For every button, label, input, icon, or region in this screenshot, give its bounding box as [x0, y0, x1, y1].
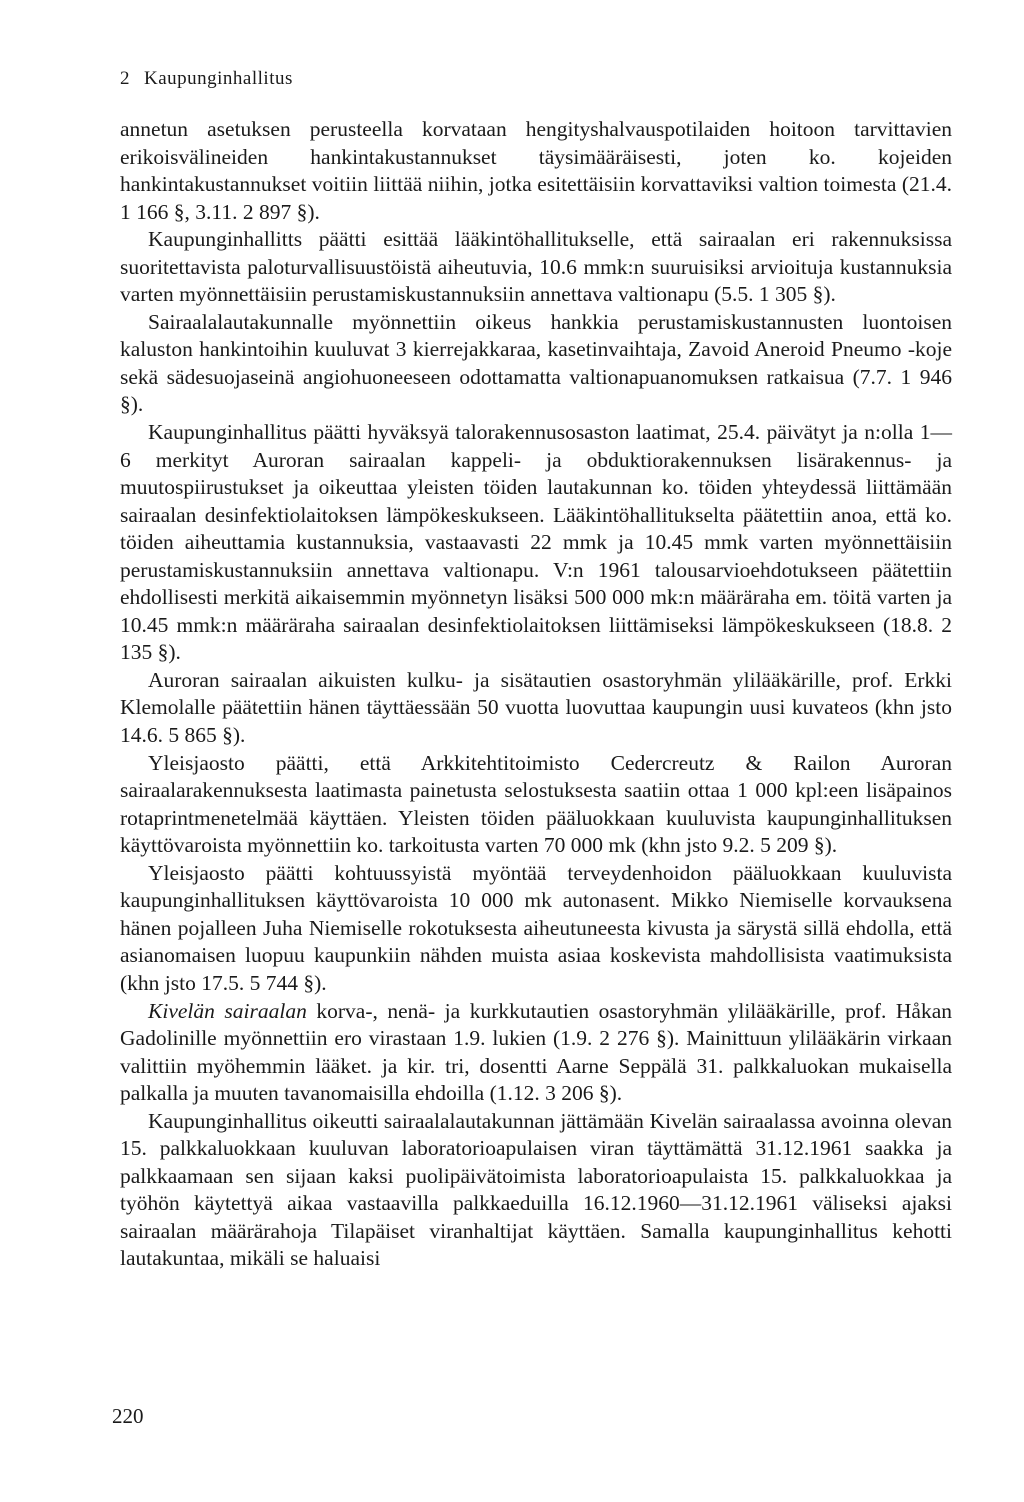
paragraph-klemola: Auroran sairaalan aikuisten kulku- ja sisätautien osastoryhmän ylilääkärille, prof. Erkki Klemolalle päätettiin hänen täyttäessään 50 vuotta luovuttaa kaupungin uusi kuvateos (khn jsto 14.6. 5 865 §). — [120, 667, 952, 748]
paragraph-text: korva-, nenä- ja kurkkutautien osastoryhmän ylilääkärille, prof. Håkan Gadolinille myönnettiin ero virastaan 1.9. lukien (1.9. 2 276 §). Mainittuun ylilääkärin virkaan valittiin myöhemmin lääket. ja kir. tri, dosentti Aarne Seppälä 31. palkkaluokan mukaisella palkalla ja muuten tavanomaisilla ehdoilla (1.12. 3 206 §). — [120, 998, 952, 1106]
paragraph-continuation: annetun asetuksen perusteella korvataan hengityshalvauspotilaiden hoitoon tarvittavien erikoisvälineiden hankintakustannukset täysimääräisesti, joten ko. kojeiden hankintakustannukset voitiin liittää niihin, jotka esitettäisiin korvattaviksi valtion toimesta (21.4. 1 166 §, 3.11. 2 897 §). — [120, 117, 952, 224]
running-head-title: Kaupunginhallitus — [144, 68, 293, 89]
italic-lead-text: Kivelän sairaalan — [148, 998, 307, 1023]
paragraph-equipment: Sairaalalautakunnalle myönnettiin oikeus hankkia perustamiskustannusten luontoisen kaluston hankintoihin kuuluvat 3 kierrejakkaraa, kasetinvaihtaja, Zavoid Aneroid Pneumo -koje sekä sädesuojaseinä angiohuoneeseen odottamatta valtionapuanomuksen ratkaisua (7.7. 1 946 §). — [120, 309, 952, 417]
folio-page-number: 220 — [112, 1404, 144, 1428]
paragraph-reprint: Yleisjaosto päätti, että Arkkitehtitoimisto Cedercreutz & Railon Auroran sairaalarakennuksesta laatimasta painetusta selostuksesta saatiin ottaa 1 000 kpl:een lisäpainos rotaprintmenetelmää käyttäen. Yleisten töiden pääluokkaan kuuluvista kaupunginhallituksen käyttövaroista myönnettiin ko. tarkoitusta varten 70 000 mk (khn jsto 9.2. 5 209 §). — [120, 750, 952, 858]
running-head-page-number: 2 — [120, 68, 130, 89]
body-text — [120, 116, 952, 1273]
running-head — [120, 68, 293, 90]
paragraph-laboratory: Kaupunginhallitus oikeutti sairaalalautakunnan jättämään Kivelän sairaalassa avoinna olevan 15. palkkaluokkaan kuuluvan laboratorioapulaisen viran täyttämättä 31.12.1961 saakka ja palkkaamaan sen sijaan kaksi puolipäivätoimista laboratorioapulaista 15. palkkaluokkaa ja työhön käytettyä aikaa vastaavilla palkkaeduilla 16.12.1960—31.12.1961 väliseksi ajaksi sairaalan määrärahoja Tilapäiset viranhaltijat käyttäen. Samalla kaupunginhallitus kehotti lautakuntaa, mikäli se haluaisi — [120, 1108, 952, 1271]
paragraph-fire-safety: Kaupunginhallitts päätti esittää lääkintöhallitukselle, että sairaalan eri rakennuksissa suoritettavista paloturvallisuustöistä aiheutuvia, 10.6 mmk:n suuruisiksi arvioituja kustannuksia varten myönnettäisiin perustamiskustannuksiin annettava valtionapu (5.5. 1 305 §). — [120, 227, 952, 307]
paragraph-compensation: Yleisjaosto päätti kohtuussyistä myöntää terveydenhoidon pääluokkaan kuuluvista kaupunginhallituksen käyttövaroista 10 000 mk autonasent. Mikko Niemiselle korvauksena hänen pojalleen Juha Niemiselle rokotuksesta aiheutuneesta kivusta ja särystä sillä ehdolla, että asianomaisen luopuu kaupunkiin nähden muista asiaa koskevista mahdollisista vaatimuksista (khn jsto 17.5. 5 744 §). — [120, 860, 952, 995]
paragraph-chapel-building: Kaupunginhallitus päätti hyväksyä talorakennusosaston laatimat, 25.4. päivätyt ja n:olla 1—6 merkityt Auroran sairaalan kappeli- ja obduktiorakennuksen lisärakennus- ja muutospiirustukset ja oikeuttaa yleisten töiden lautakunnan ko. töiden yhteydessä liittämään sairaalan desinfektiolaitoksen lämpökeskukseen. Lääkintöhallitukselta päätettiin anoa, että ko. töiden aiheuttamia kustannuksia, vastaavasti 22 mmk ja 10.45 mmk varten myönnettäisiin perustamiskustannuksiin annettava valtionapu. V:n 1961 talousarvioehdotukseen päätettiin ehdollisesti merkitä aikaisemmin myönnetyn lisäksi 500 000 mk:n määräraha em. töitä varten ja 10.45 mmk:n määräraha sairaalan desinfektiolaitoksen liittämiseksi lämpökeskukseen (18.8. 2 135 §). — [120, 420, 952, 665]
paragraph-kivela-hospital — [120, 998, 952, 1108]
